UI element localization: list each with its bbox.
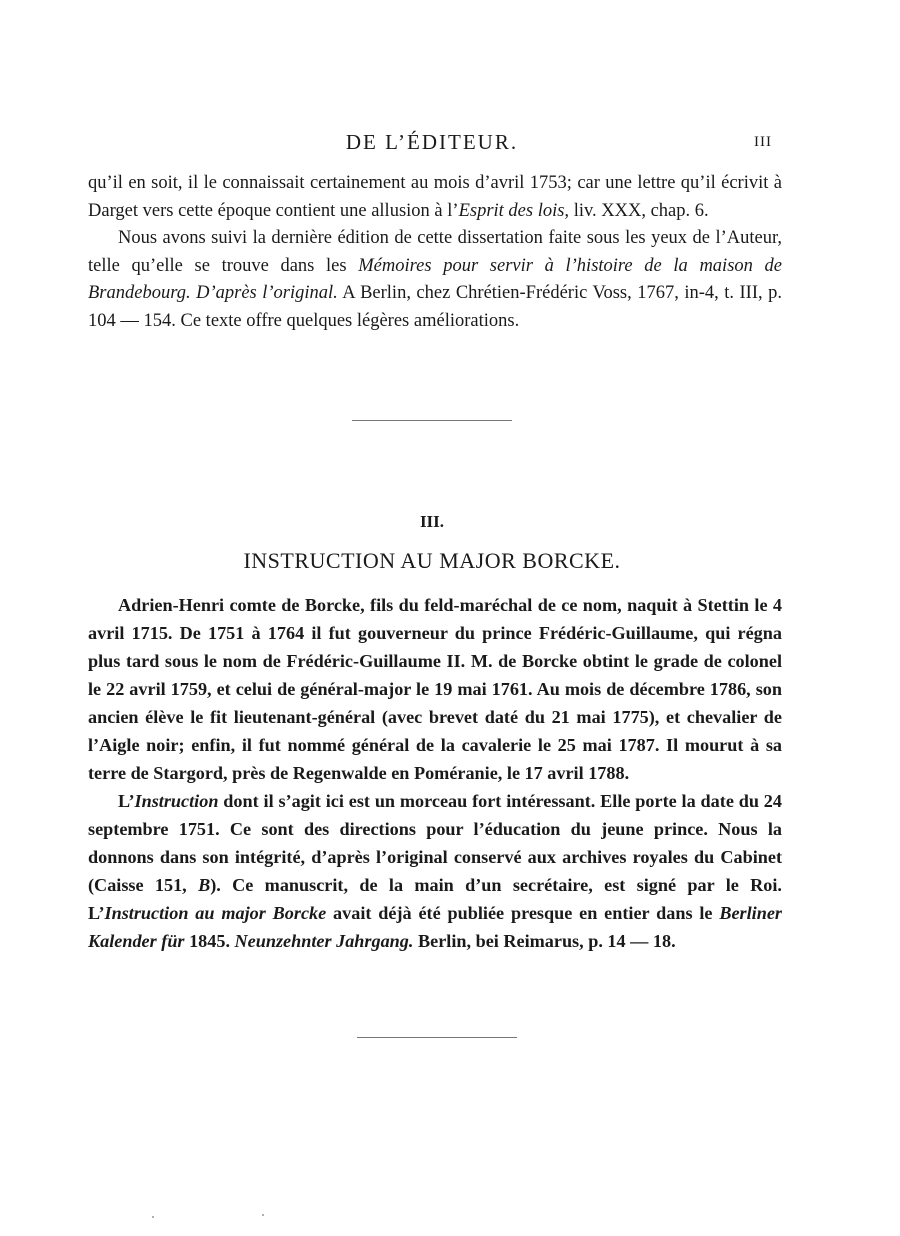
body-p2-s6: Instruction au major Borcke [104, 903, 327, 923]
intro-p1-italic: Esprit des lois, [458, 200, 570, 221]
body-p2-s9: 1845. [184, 931, 235, 951]
body-paragraph-2 [88, 787, 782, 955]
section-divider-bottom [357, 1037, 517, 1038]
page-number: III [754, 134, 772, 150]
scan-speck [152, 1216, 154, 1218]
intro-text [88, 170, 782, 335]
body-p2-s10: Neunzehnter Jahrgang. [234, 931, 414, 951]
running-head [0, 130, 900, 160]
intro-p2-tail: A Berlin, chez Chrétien-Frédéric Voss, 1767, in-4, t. III, p. 104 — 154. Ce texte offre quelques légères améliorations. [88, 283, 782, 331]
intro-p2-text: Nous avons suivi la dernière édition de cette dissertation faite sous les yeux de l’Auteur, telle qu’elle se trouve dans les [88, 228, 782, 276]
scan-speck [262, 1214, 264, 1216]
body-p2-s2: Instruction [134, 791, 219, 811]
intro-p2-italic: Mémoires pour servir à l’histoire de la maison de Brandebourg. D’après l’original. [88, 255, 783, 303]
intro-p1-text: qu’il en soit, il le connaissait certainement au mois d’avril 1753; car une lettre qu’il écrivit à Darget vers cette époque contient une allusion à l’ [88, 173, 782, 221]
section-body [88, 591, 782, 955]
body-p2-s1: L’ [118, 791, 135, 811]
section-title: INSTRUCTION AU MAJOR BORCKE. [243, 548, 621, 573]
section-divider-top [352, 420, 512, 421]
body-p2-s11: Berlin, bei Reimarus, p. 14 — 18. [413, 931, 676, 951]
intro-paragraph-1 [88, 170, 782, 225]
body-p2-s8: Berliner Kalender für [88, 903, 782, 951]
intro-p1-tail: liv. XXX, chap. 6. [569, 200, 709, 221]
body-paragraph-1: Adrien-Henri comte de Borcke, fils du feld-maréchal de ce nom, naquit à Stettin le 4 avril 1715. De 1751 à 1764 il fut gouverneur du prince Frédéric-Guillaume, qui régna plus tard sous le nom de Frédéric-Guillaume II. M. de Borcke obtint le grade de colonel le 22 avril 1759, et celui de général-major le 19 mai 1761. Au mois de décembre 1786, son ancien élève le fit lieutenant-général (avec brevet daté du 21 mai 1775), et chevalier de l’Aigle noir; enfin, il fut nommé général de la cavalerie le 25 mai 1787. Il mourut à sa terre de Stargord, près de Regenwalde en Poméranie, le 17 avril 1788. [88, 595, 782, 783]
body-p2-s5: ). Ce manuscrit, de la main d’un secrétaire, est signé par le Roi. L’ [88, 875, 782, 923]
body-p2-s3: dont il s’agit ici est un morceau fort intéressant. Elle porte la date du 24 septembre 1751. Ce sont des directions pour l’éducation du jeune prince. Nous la donnons dans son intégrité, d’après l’original conservé aux archives royales du Cabinet (Caisse 151, [88, 791, 782, 895]
body-p2-s4: B [198, 875, 211, 895]
body-p2-s7: avait déjà été publiée presque en entier dans le [326, 903, 720, 923]
section-number: III. [419, 512, 445, 531]
intro-paragraph-2 [88, 225, 782, 335]
running-title: DE L’ÉDITEUR. [345, 130, 519, 154]
